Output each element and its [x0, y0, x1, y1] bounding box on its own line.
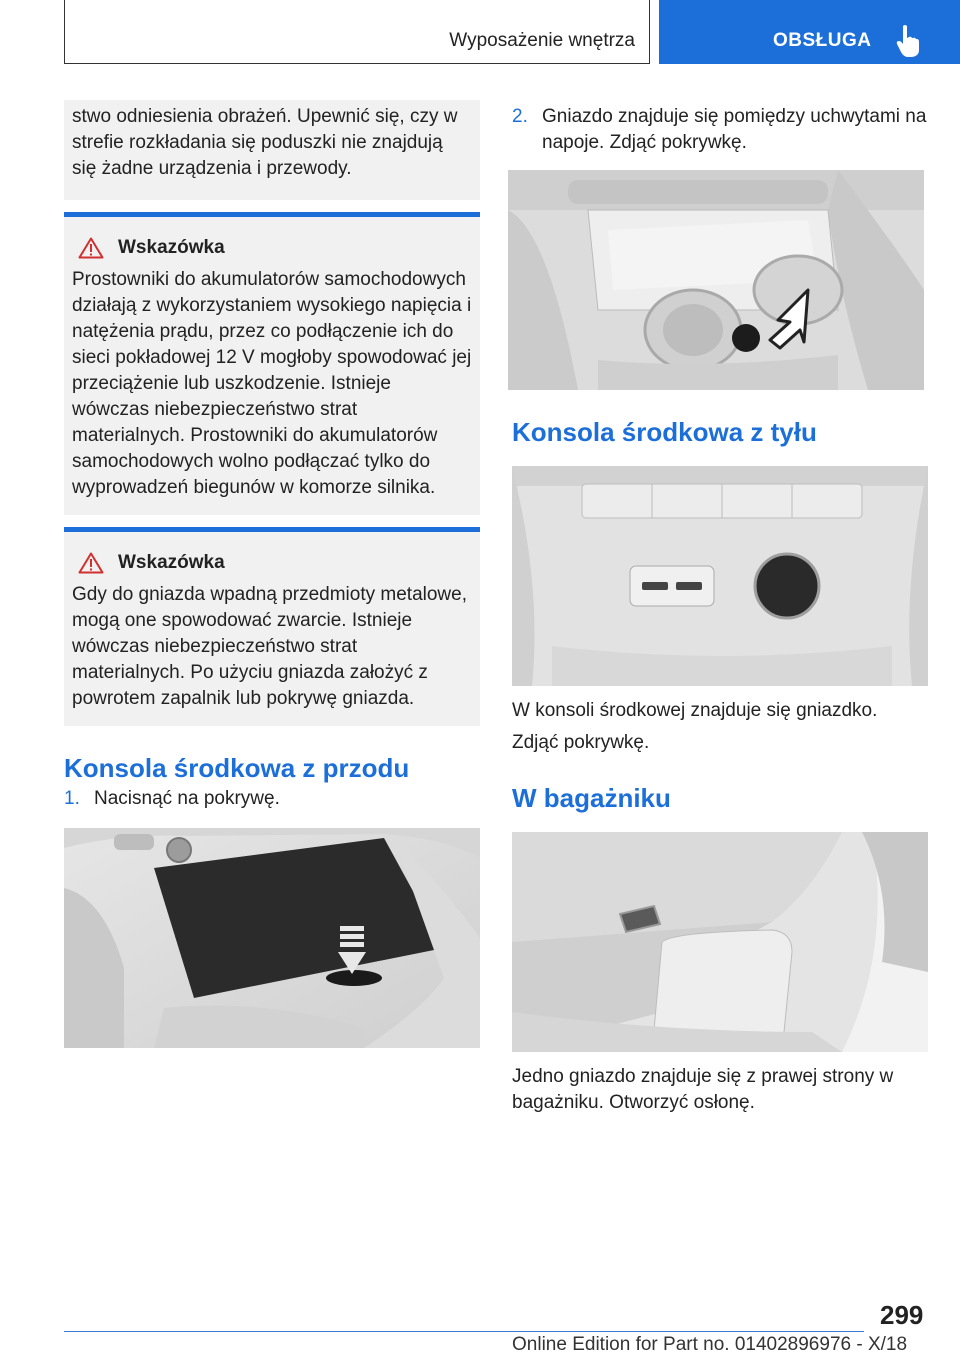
- section-heading-front-console: Konsola środkowa z przodu: [64, 753, 410, 783]
- warning-triangle-icon: [78, 552, 104, 574]
- step-1-number: 1.: [64, 788, 80, 809]
- intro-text: stwo odniesienia obrażeń. Upewnić się, czy w strefie rozkładania się poduszki nie znajdują się żadne urządzenia i przewody.: [72, 106, 458, 179]
- pointing-hand-icon: [895, 24, 921, 58]
- photo-front-console-cover: [64, 828, 480, 1048]
- note-title-1: Wskazówka: [118, 237, 225, 258]
- step-1: [64, 786, 480, 812]
- photo-cupholder-socket: [508, 170, 924, 390]
- left-column: [64, 100, 480, 1048]
- step-2-number: 2.: [512, 106, 528, 127]
- footer-edition-text: Online Edition for Part no. 01402896976 - X/18: [512, 1334, 908, 1355]
- rear-text-2: Zdjąć pokrywkę.: [512, 732, 650, 753]
- step-2-text: Gniazdo znajduje się pomiędzy uchwytami na napoje. Zdjąć pokrywkę.: [542, 106, 927, 153]
- note-title-2: Wskazówka: [118, 552, 225, 573]
- section-heading-rear-console: Konsola środkowa z tyłu: [512, 417, 817, 447]
- right-column: [512, 104, 928, 1116]
- header-tab-label: OBSŁUGA: [773, 30, 872, 51]
- photo-rear-console: [512, 466, 928, 686]
- rear-text-1: W konsoli środkowej znajduje się gniazdko.: [512, 700, 878, 721]
- note-box-2: [64, 527, 480, 726]
- note-box-1: [64, 212, 480, 515]
- trunk-text: Jedno gniazdo znajduje się z prawej strony w bagażniku. Otworzyć osłonę.: [512, 1066, 894, 1113]
- warning-triangle-icon: [78, 237, 104, 259]
- header-section-title: Wyposażenie wnętrza: [449, 30, 635, 51]
- footer-divider: [64, 1331, 864, 1332]
- header-section-box: [64, 0, 650, 64]
- note-text-2: Gdy do gniazda wpadną przedmioty metalowe, mogą one spowodować zwarcie. Istnieje wówczas niebezpieczeństwo strat materialnych. Po użyciu gniazda założyć z powrotem zapalnik lub pokrywę gniazda.: [72, 584, 468, 709]
- photo-trunk-socket: [512, 832, 928, 1052]
- step-2: [512, 104, 928, 156]
- page-number: 299: [880, 1300, 924, 1330]
- section-heading-trunk: W bagażniku: [512, 783, 671, 813]
- header-tab-obsluga[interactable]: [659, 0, 960, 64]
- intro-box: [64, 100, 480, 200]
- step-1-text: Nacisnąć na pokrywę.: [94, 788, 280, 809]
- note-text-1: Prostowniki do akumulatorów samochodowych działają z wykorzystaniem wysokiego napięcia i natężenia prądu, przez co podłączenie ich do sieci pokładowej 12 V mogłoby spowodować jej przeciążenie lub uszkodzenie. Istnieje wówczas niebezpieczeństwo strat materialnych. Prostowniki do akumulatorów samochodowych wolno podłączać tylko do wyprowadzeń biegunów w komorze silnika.: [72, 269, 472, 498]
